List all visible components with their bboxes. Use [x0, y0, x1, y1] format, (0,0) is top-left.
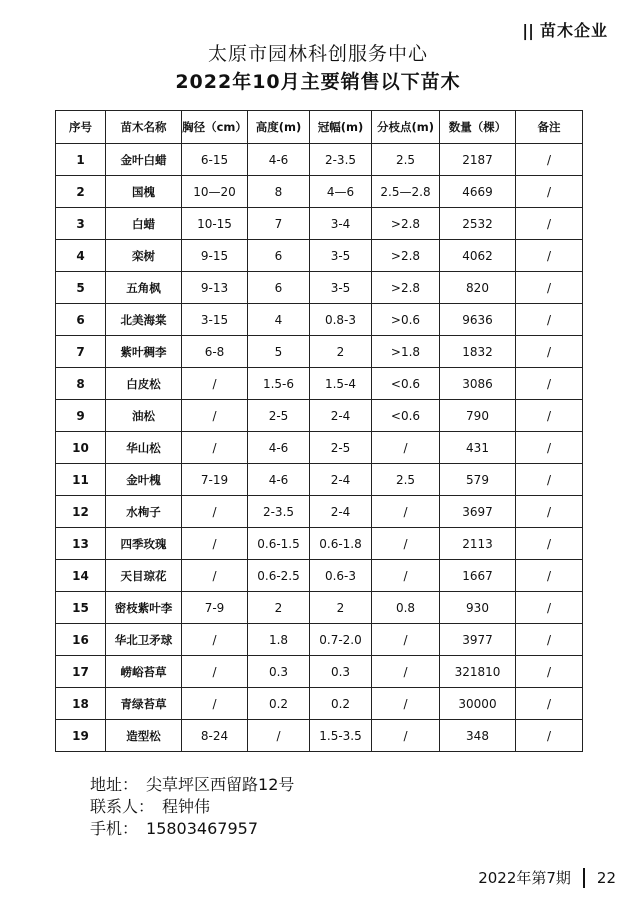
cell-number: 7 [56, 336, 106, 368]
cell-name: 华北卫矛球 [106, 624, 182, 656]
cell-remark: / [516, 560, 583, 592]
cell-diameter: 3-15 [182, 304, 248, 336]
cell-remark: / [516, 272, 583, 304]
cell-remark: / [516, 432, 583, 464]
cell-number: 10 [56, 432, 106, 464]
sales-title: 2022年10月主要销售以下苗木 [175, 71, 461, 93]
column-header: 冠幅(m) [310, 111, 372, 144]
cell-name: 密枝紫叶李 [106, 592, 182, 624]
cell-branch-point: >2.8 [372, 272, 440, 304]
cell-branch-point: 2.5 [372, 464, 440, 496]
issue-label: 2022年第7期 [478, 869, 571, 887]
cell-number: 2 [56, 176, 106, 208]
table-row [56, 400, 583, 432]
cell-number: 12 [56, 496, 106, 528]
cell-height: 7 [248, 208, 310, 240]
cell-branch-point: / [372, 432, 440, 464]
table-row [56, 688, 583, 720]
table-row [56, 432, 583, 464]
title-block [0, 40, 636, 96]
table-row [56, 560, 583, 592]
cell-diameter: / [182, 656, 248, 688]
address-value: 尖草坪区西留路12号 [146, 775, 295, 794]
cell-quantity: 431 [440, 432, 516, 464]
cell-name: 油松 [106, 400, 182, 432]
table-row [56, 720, 583, 752]
cell-name: 崂峪苔草 [106, 656, 182, 688]
cell-diameter: 6-15 [182, 144, 248, 176]
cell-branch-point: 2.5—2.8 [372, 176, 440, 208]
cell-number: 16 [56, 624, 106, 656]
cell-height: 4 [248, 304, 310, 336]
cell-height: 2 [248, 592, 310, 624]
table-row [56, 272, 583, 304]
cell-branch-point: / [372, 688, 440, 720]
cell-quantity: 3086 [440, 368, 516, 400]
cell-height: 1.5-6 [248, 368, 310, 400]
cell-height: 1.8 [248, 624, 310, 656]
cell-branch-point: / [372, 560, 440, 592]
cell-name: 华山松 [106, 432, 182, 464]
cell-diameter: 6-8 [182, 336, 248, 368]
footer-divider [583, 868, 585, 888]
cell-branch-point: / [372, 656, 440, 688]
table-row [56, 592, 583, 624]
cell-quantity: 321810 [440, 656, 516, 688]
cell-number: 6 [56, 304, 106, 336]
column-header: 胸径（cm） [182, 111, 248, 144]
column-header: 高度(m) [248, 111, 310, 144]
phone-value: 15803467957 [146, 819, 258, 838]
cell-height: 2-3.5 [248, 496, 310, 528]
cell-remark: / [516, 464, 583, 496]
cell-remark: / [516, 624, 583, 656]
cell-branch-point: >2.8 [372, 208, 440, 240]
cell-number: 5 [56, 272, 106, 304]
page-footer [478, 867, 616, 888]
cell-crown: 2-5 [310, 432, 372, 464]
cell-number: 9 [56, 400, 106, 432]
section-tag-bars: || [522, 21, 534, 40]
phone-row [90, 818, 294, 840]
cell-crown: 0.6-1.8 [310, 528, 372, 560]
cell-branch-point: / [372, 528, 440, 560]
cell-height: 0.6-1.5 [248, 528, 310, 560]
cell-remark: / [516, 592, 583, 624]
contact-person-label: 联系人： [90, 797, 155, 816]
table-row [56, 144, 583, 176]
cell-name: 栾树 [106, 240, 182, 272]
cell-remark: / [516, 336, 583, 368]
cell-crown: 0.3 [310, 656, 372, 688]
cell-branch-point: / [372, 496, 440, 528]
cell-quantity: 4669 [440, 176, 516, 208]
cell-remark: / [516, 528, 583, 560]
cell-quantity: 1832 [440, 336, 516, 368]
cell-name: 紫叶稠李 [106, 336, 182, 368]
cell-remark: / [516, 144, 583, 176]
cell-height: 8 [248, 176, 310, 208]
cell-remark: / [516, 176, 583, 208]
cell-diameter: 10—20 [182, 176, 248, 208]
cell-crown: 0.7-2.0 [310, 624, 372, 656]
cell-crown: 1.5-4 [310, 368, 372, 400]
cell-diameter: 7-19 [182, 464, 248, 496]
cell-remark: / [516, 656, 583, 688]
cell-crown: 2-4 [310, 496, 372, 528]
table-row [56, 496, 583, 528]
cell-remark: / [516, 304, 583, 336]
table-row [56, 368, 583, 400]
column-header: 备注 [516, 111, 583, 144]
section-tag [522, 18, 608, 41]
organization-title: 太原市园林科创服务中心 [207, 43, 428, 65]
cell-quantity: 790 [440, 400, 516, 432]
table-row [56, 464, 583, 496]
cell-height: 4-6 [248, 144, 310, 176]
cell-diameter: / [182, 368, 248, 400]
cell-name: 青绿苔草 [106, 688, 182, 720]
cell-number: 14 [56, 560, 106, 592]
table-row [56, 624, 583, 656]
table-body [56, 144, 583, 752]
cell-name: 金叶槐 [106, 464, 182, 496]
cell-branch-point: / [372, 720, 440, 752]
cell-branch-point: <0.6 [372, 368, 440, 400]
cell-remark: / [516, 400, 583, 432]
table-row [56, 176, 583, 208]
table-row [56, 208, 583, 240]
cell-height: 6 [248, 240, 310, 272]
cell-height: 5 [248, 336, 310, 368]
cell-height: 4-6 [248, 464, 310, 496]
cell-diameter: / [182, 400, 248, 432]
cell-quantity: 1667 [440, 560, 516, 592]
phone-label: 手机： [90, 819, 139, 838]
cell-number: 4 [56, 240, 106, 272]
cell-diameter: / [182, 528, 248, 560]
cell-name: 白蜡 [106, 208, 182, 240]
cell-name: 北美海棠 [106, 304, 182, 336]
cell-number: 8 [56, 368, 106, 400]
cell-remark: / [516, 240, 583, 272]
cell-crown: 3-4 [310, 208, 372, 240]
cell-crown: 0.2 [310, 688, 372, 720]
cell-height: 0.2 [248, 688, 310, 720]
seedling-table [55, 110, 583, 752]
cell-quantity: 3977 [440, 624, 516, 656]
cell-crown: 2-4 [310, 464, 372, 496]
cell-crown: 4—6 [310, 176, 372, 208]
cell-number: 1 [56, 144, 106, 176]
cell-remark: / [516, 368, 583, 400]
cell-diameter: / [182, 560, 248, 592]
cell-branch-point: >1.8 [372, 336, 440, 368]
cell-quantity: 4062 [440, 240, 516, 272]
cell-number: 11 [56, 464, 106, 496]
cell-quantity: 579 [440, 464, 516, 496]
cell-quantity: 3697 [440, 496, 516, 528]
cell-branch-point: >0.6 [372, 304, 440, 336]
cell-quantity: 30000 [440, 688, 516, 720]
cell-number: 19 [56, 720, 106, 752]
cell-crown: 2 [310, 336, 372, 368]
cell-branch-point: / [372, 624, 440, 656]
cell-name: 白皮松 [106, 368, 182, 400]
cell-quantity: 930 [440, 592, 516, 624]
cell-quantity: 2113 [440, 528, 516, 560]
cell-diameter: 8-24 [182, 720, 248, 752]
cell-quantity: 2532 [440, 208, 516, 240]
cell-number: 17 [56, 656, 106, 688]
cell-name: 水栒子 [106, 496, 182, 528]
cell-diameter: / [182, 432, 248, 464]
cell-diameter: 9-13 [182, 272, 248, 304]
table-row [56, 528, 583, 560]
cell-height: 0.6-2.5 [248, 560, 310, 592]
cell-number: 18 [56, 688, 106, 720]
cell-diameter: 10-15 [182, 208, 248, 240]
cell-crown: 2 [310, 592, 372, 624]
cell-crown: 1.5-3.5 [310, 720, 372, 752]
cell-crown: 0.8-3 [310, 304, 372, 336]
cell-crown: 2-3.5 [310, 144, 372, 176]
contact-person-value: 程钟伟 [162, 797, 211, 816]
column-header: 分枝点(m) [372, 111, 440, 144]
cell-diameter: / [182, 688, 248, 720]
cell-height: 0.3 [248, 656, 310, 688]
table-header-row [56, 111, 583, 144]
cell-remark: / [516, 720, 583, 752]
cell-number: 3 [56, 208, 106, 240]
cell-diameter: 7-9 [182, 592, 248, 624]
column-header: 苗木名称 [106, 111, 182, 144]
cell-height: 2-5 [248, 400, 310, 432]
cell-branch-point: <0.6 [372, 400, 440, 432]
table-row [56, 240, 583, 272]
cell-crown: 3-5 [310, 240, 372, 272]
cell-remark: / [516, 496, 583, 528]
cell-quantity: 2187 [440, 144, 516, 176]
cell-name: 国槐 [106, 176, 182, 208]
cell-branch-point: 0.8 [372, 592, 440, 624]
cell-height: 4-6 [248, 432, 310, 464]
cell-quantity: 820 [440, 272, 516, 304]
cell-name: 造型松 [106, 720, 182, 752]
section-tag-label: 苗木企业 [539, 21, 608, 40]
cell-crown: 0.6-3 [310, 560, 372, 592]
cell-quantity: 9636 [440, 304, 516, 336]
cell-diameter: 9-15 [182, 240, 248, 272]
cell-name: 天目琼花 [106, 560, 182, 592]
column-header: 序号 [56, 111, 106, 144]
cell-diameter: / [182, 496, 248, 528]
cell-branch-point: >2.8 [372, 240, 440, 272]
page-number: 22 [596, 868, 616, 887]
cell-quantity: 348 [440, 720, 516, 752]
cell-name: 五角枫 [106, 272, 182, 304]
cell-height: / [248, 720, 310, 752]
address-row [90, 774, 294, 796]
cell-number: 13 [56, 528, 106, 560]
cell-remark: / [516, 688, 583, 720]
table-row [56, 304, 583, 336]
cell-crown: 2-4 [310, 400, 372, 432]
column-header: 数量（棵） [440, 111, 516, 144]
cell-name: 金叶白蜡 [106, 144, 182, 176]
cell-crown: 3-5 [310, 272, 372, 304]
cell-number: 15 [56, 592, 106, 624]
contact-block [90, 774, 294, 840]
address-label: 地址： [90, 775, 139, 794]
cell-branch-point: 2.5 [372, 144, 440, 176]
contact-person-row [90, 796, 294, 818]
cell-remark: / [516, 208, 583, 240]
cell-height: 6 [248, 272, 310, 304]
cell-name: 四季玫瑰 [106, 528, 182, 560]
cell-diameter: / [182, 624, 248, 656]
table-row [56, 336, 583, 368]
table-row [56, 656, 583, 688]
